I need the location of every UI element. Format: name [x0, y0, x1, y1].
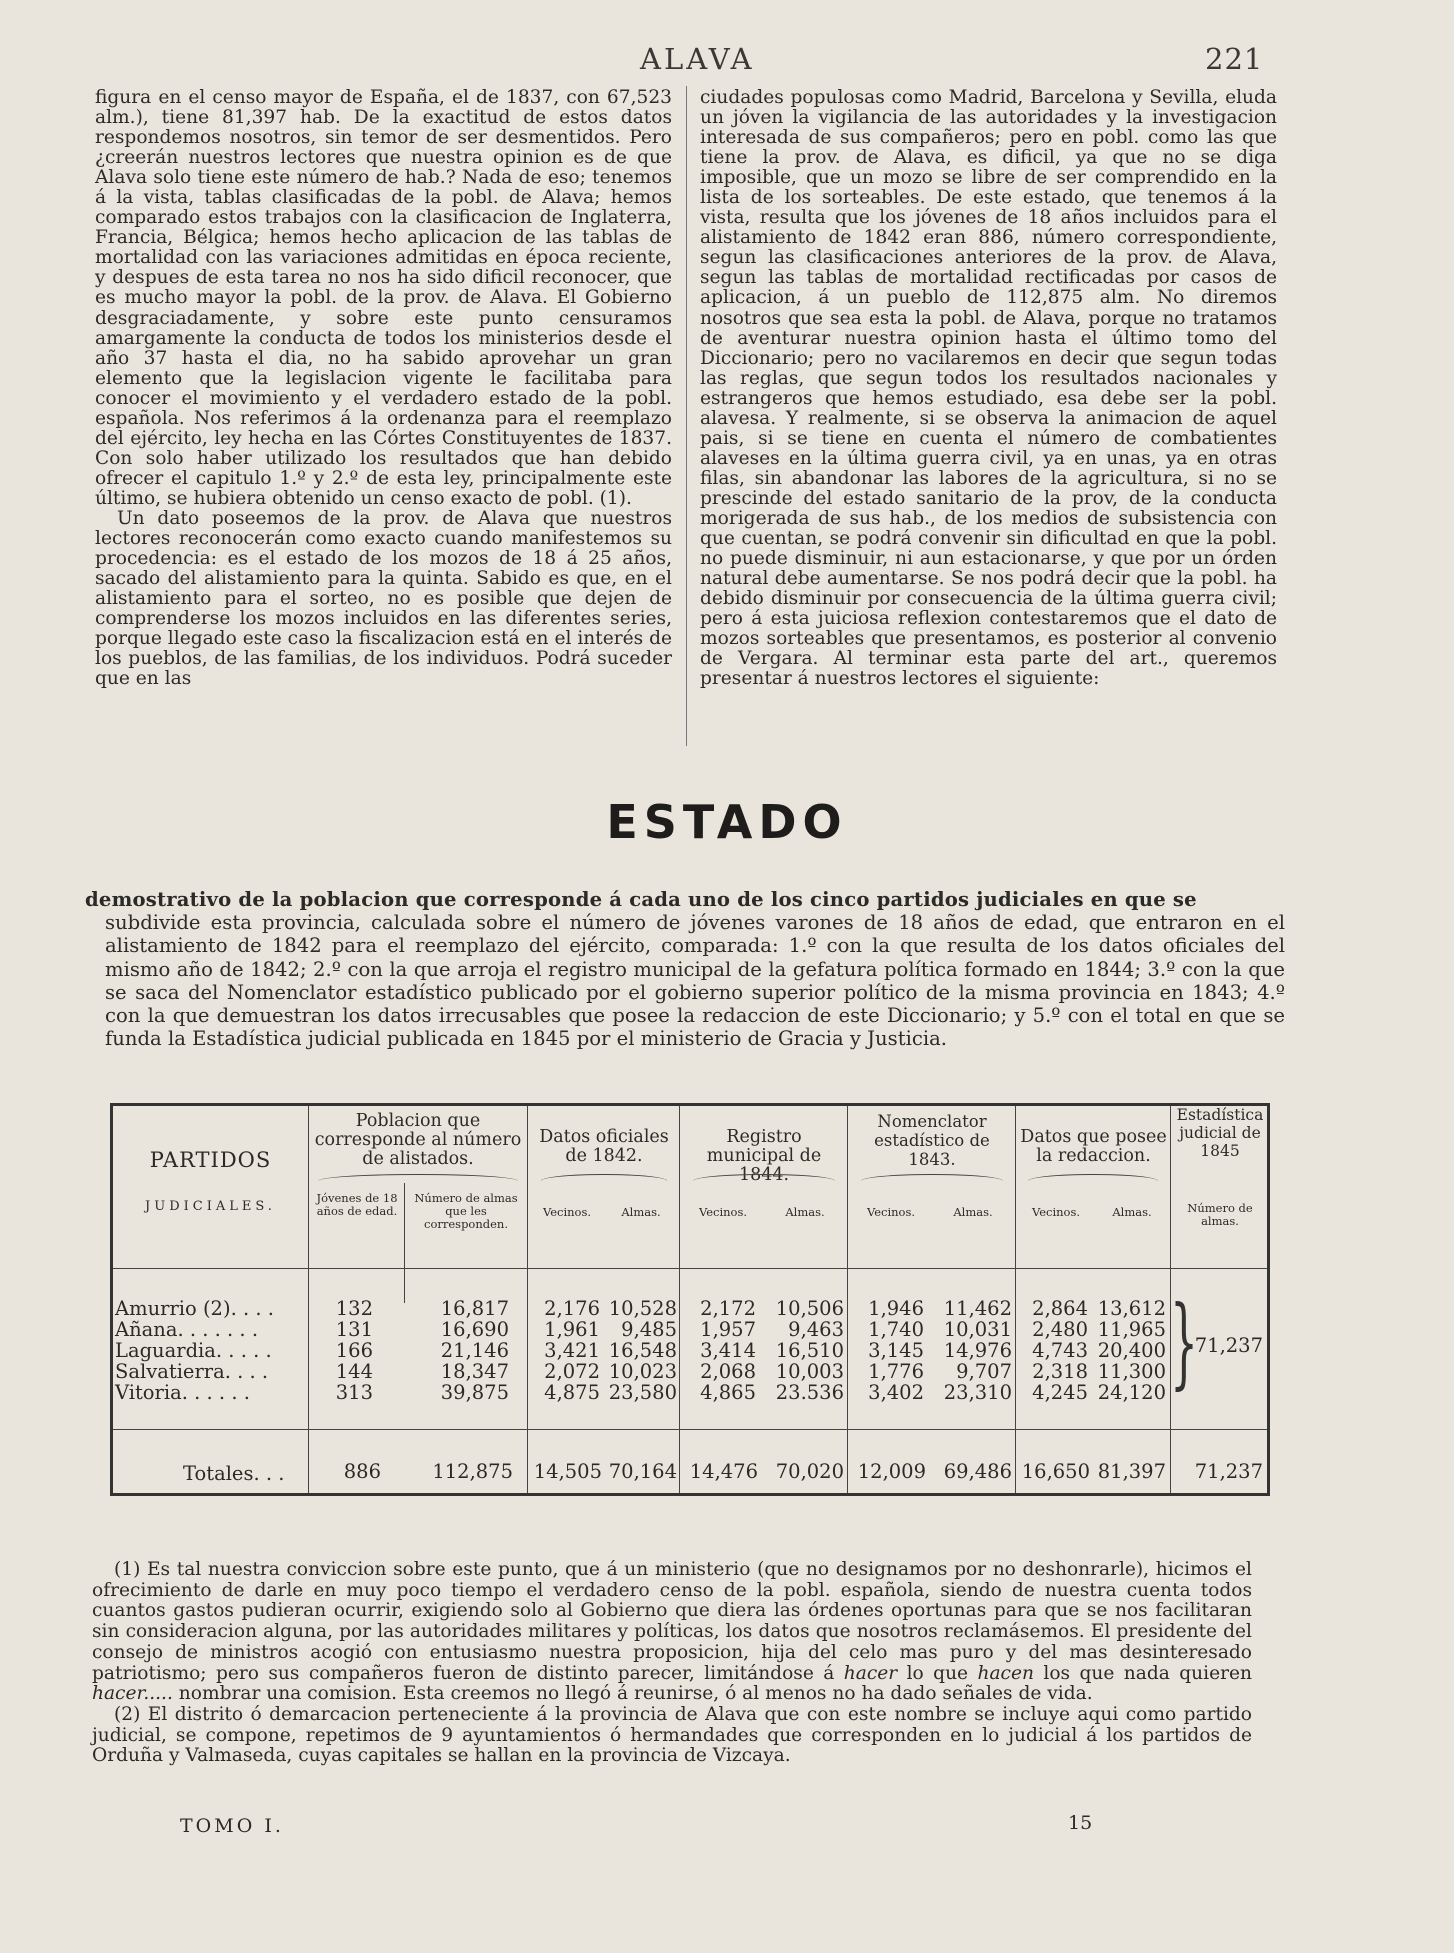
subheader-almas: Almas. — [621, 1205, 661, 1219]
estado-subtitle-lead: demostrativo de la poblacion que corresponde á cada uno de los cinco partidos judiciales en que se — [85, 888, 1197, 911]
population-table — [110, 1103, 1270, 1496]
row-partido: Vitoria. . . . . . — [115, 1381, 250, 1404]
col-header-judiciales: JUDICIALES. — [145, 1199, 276, 1214]
cell-almas: 16,817 — [440, 1297, 509, 1320]
subheader-vecinos: Vecinos. — [866, 1205, 916, 1219]
col-header-partidos: PARTIDOS — [149, 1148, 272, 1172]
cell-red-almas: 13,612 — [1097, 1297, 1166, 1320]
total-red-vecinos: 16,650 — [1021, 1460, 1090, 1483]
table-vline — [1015, 1106, 1016, 1493]
table-hline — [113, 1268, 1267, 1269]
cell-reg-vecinos: 3,414 — [700, 1339, 756, 1362]
cell-red-vecinos: 2,480 — [1032, 1318, 1088, 1341]
total-ofi-vecinos: 14,505 — [533, 1460, 602, 1483]
footer-signature: 15 — [1068, 1812, 1093, 1834]
total-estadistica: 71,237 — [1194, 1460, 1263, 1483]
row-partido: Laguardia. . . . . — [115, 1339, 272, 1362]
total-ofi-almas: 70,164 — [608, 1460, 677, 1483]
cell-jovenes: 132 — [335, 1297, 373, 1320]
total-reg-almas: 70,020 — [775, 1460, 844, 1483]
estado-subtitle-body: subdivide esta provincia, calculada sobre el número de jóvenes varones de 18 años de edad, que entraron en el alistamiento de 1842 para el reemplazo del ejército, comparada: 1.º con la que resulta de los datos oficiales del mismo año de 1842; 2.º con la que arroja el registro municipal de la gefatura política formado en 1844; 3.º con la que se saca del Nomenclator estadístico publicado por el gobierno superior político de la misma provincia en 1843; 4.º con la que demuestran los datos irrecusables que posee la redaccion de este Diccionario; y 5.º con el total en que se funda la Estadística judicial publicada en 1845 por el ministerio de Gracia y Justicia. — [105, 911, 1285, 1051]
subheader-vecinos: Vecinos. — [542, 1205, 592, 1219]
footnote-italic: hacer — [843, 1662, 898, 1684]
header-brace — [318, 1174, 518, 1181]
subheader-vecinos: Vecinos. — [698, 1205, 748, 1219]
paragraph: ciudades populosas como Madrid, Barcelona y Sevilla, eluda un jóven la vigilancia de las autoridades y la investigacion interesada de sus compañeros; pero en pobl. como las que tiene la prov. de Alava, es dificil, ya que no se diga imposible, que un mozo se libre de ser comprendido en la lista de los sorteables. De este estado, que tenemos á la vista, resulta que los jóvenes de 18 años incluidos para el alistamiento de 1842 eran 886, número correspondiente, segun las clasificaciones anteriores de la prov. de Alava, segun las tablas de mortalidad rectificadas por casos de aplicacion, á un pueblo de 112,875 alm. No diremos nosotros que sea esta la pobl. de Alava, porque no tratamos de aventurar nuestra opinion hasta el último tomo del Diccionario; pero no vacilaremos en decir que segun todas las reglas, que segun todos los resultados nacionales y estrangeros que hemos estudiado, esa debe ser la pobl. alavesa. Y realmente, si se observa la animacion de aquel pais, si se tiene en cuenta el número de combatientes alaveses en la última guerra civil, ya en unas, ya en otras filas, sin abandonar las labores de la agricultura, si no se prescinde del estado sanitario de la prov, de la conducta morigerada de sus hab., de los medios de subsistencia con que cuentan, se podrá convenir sin dificultad en que la pobl. no puede disminuir, ni aun estacionarse, y que por un órden natural debe aumentarse. Se nos podrá decir que la pobl. ha debido disminuir por consecuencia de la última guerra civil; pero á esta juiciosa reflexion contestaremos que el dato de mozos sorteables que presentamos, es posterior al convenio de Vergara. Al terminar esta parte del art., queremos presentar á nuestros lectores el siguiente: — [700, 87, 1277, 690]
cell-ofi-almas: 23,580 — [608, 1381, 677, 1404]
cell-red-almas: 24,120 — [1097, 1381, 1166, 1404]
total-nom-vecinos: 12,009 — [857, 1460, 926, 1483]
table-vline — [847, 1106, 848, 1493]
footnote-italic: hacen — [977, 1662, 1034, 1684]
subheader-almas: Almas. — [1112, 1205, 1152, 1219]
row-partido: Añana. . . . . . . — [115, 1318, 259, 1341]
cell-nom-almas: 10,031 — [943, 1318, 1012, 1341]
text-column-right — [700, 88, 1277, 689]
cell-reg-almas: 10,003 — [775, 1360, 844, 1383]
group-header-poblacion: Poblacion que corresponde al número de alistados. — [314, 1111, 522, 1169]
table-hline — [113, 1429, 1267, 1430]
text-column-left — [95, 88, 672, 689]
table-vline — [308, 1106, 309, 1493]
total-jovenes: 886 — [343, 1460, 381, 1483]
subheader-vecinos: Vecinos. — [1031, 1205, 1081, 1219]
table-vline — [527, 1106, 528, 1493]
estado-subtitle — [85, 888, 1285, 1050]
cell-nom-vecinos: 3,145 — [868, 1339, 924, 1362]
cell-nom-almas: 9,707 — [956, 1360, 1012, 1383]
cell-ofi-vecinos: 4,875 — [544, 1381, 600, 1404]
subheader-jovenes: Jóvenes de 18 años de edad. — [316, 1191, 398, 1218]
row-partido: Amurrio (2). . . . — [115, 1297, 274, 1320]
running-head-title: ALAVA — [640, 42, 755, 76]
cell-ofi-almas: 16,548 — [608, 1339, 677, 1362]
cell-jovenes: 144 — [335, 1360, 373, 1383]
header-brace — [541, 1174, 667, 1181]
cell-nom-almas: 14,976 — [943, 1339, 1012, 1362]
total-reg-vecinos: 14,476 — [689, 1460, 758, 1483]
brace-icon: } — [1170, 1286, 1199, 1400]
cell-red-vecinos: 4,743 — [1032, 1339, 1088, 1362]
cell-red-almas: 20,400 — [1097, 1339, 1166, 1362]
footnote-text: nombrar una comision. Esta creemos no llegó á reunirse, ó al menos no ha dado señales de vida. — [178, 1683, 1093, 1705]
cell-reg-almas: 23.536 — [775, 1381, 844, 1404]
paragraph: figura en el censo mayor de España, el de 1837, con 67,523 alm.), tiene 81,397 hab. De la exactitud de estos datos respondemos nosotros, sin temor de ser desmentidos. Pero ¿creerán nuestros lectores que nuestra opinion es de que Alava solo tiene este número de hab.? Nada de eso; tenemos á la vista, tablas clasificadas de la pobl. de Alava; hemos comparado estos trabajos con la clasificacion de Inglaterra, Francia, Bélgica; hemos hecho aplicacion de las tablas de mortalidad con las variaciones admitidas en época reciente, y despues de esta tarea no nos ha sido dificil reconocer, que es mucho mayor la pobl. de la prov. de Alava. El Gobierno desgraciadamente, y sobre este punto censuramos amargamente la conducta de todos los ministerios desde el año 37 hasta el dia, no ha sabido aprovehar un gran elemento que la legislacion vigente le facilitaba para conocer el movimiento y el verdadero estado de la pobl. española. Nos referimos á la ordenanza para el reemplazo del ejército, ley hecha en las Córtes Constituyentes de 1837. Con solo haber utilizado los resultados que han debido ofrecer el capitulo 1.º y 2.º de esta ley, principalmente este último, se hubiera obtenido un censo exacto de pobl. (1). — [95, 87, 672, 509]
cell-reg-vecinos: 2,068 — [700, 1360, 756, 1383]
cell-estadistica-judicial: 71,237 — [1194, 1334, 1263, 1357]
cell-ofi-vecinos: 1,961 — [544, 1318, 600, 1341]
group-header-registro: Registro municipal de 1844. — [706, 1127, 822, 1185]
cell-reg-vecinos: 4,865 — [700, 1381, 756, 1404]
footnote-1 — [92, 1560, 1252, 1705]
cell-jovenes: 166 — [335, 1339, 373, 1362]
cell-almas: 39,875 — [440, 1381, 509, 1404]
total-red-almas: 81,397 — [1097, 1460, 1166, 1483]
subheader-almas: Almas. — [785, 1205, 825, 1219]
estado-title: ESTADO — [606, 795, 848, 849]
group-header-oficiales: Datos oficiales de 1842. — [539, 1127, 669, 1166]
cell-reg-vecinos: 1,957 — [700, 1318, 756, 1341]
total-almas: 112,875 — [432, 1460, 513, 1483]
group-header-estadistica: Estadística judicial de 1845 — [1176, 1106, 1264, 1160]
cell-jovenes: 131 — [335, 1318, 373, 1341]
row-partido: Salvatierra. . . . — [115, 1360, 269, 1383]
table-vline — [404, 1183, 405, 1303]
cell-reg-vecinos: 2,172 — [700, 1297, 756, 1320]
cell-ofi-almas: 10,528 — [608, 1297, 677, 1320]
header-brace — [861, 1174, 1003, 1181]
footnote-text: los que nada quieren — [1043, 1662, 1252, 1684]
total-nom-almas: 69,486 — [943, 1460, 1012, 1483]
cell-jovenes: 313 — [335, 1381, 373, 1404]
cell-reg-almas: 9,463 — [788, 1318, 844, 1341]
cell-ofi-vecinos: 2,072 — [544, 1360, 600, 1383]
cell-almas: 16,690 — [440, 1318, 509, 1341]
footnotes — [92, 1560, 1252, 1767]
header-brace — [1028, 1174, 1158, 1181]
footnote-italic: hacer..... — [92, 1683, 173, 1705]
cell-almas: 21,146 — [440, 1339, 509, 1362]
cell-almas: 18,347 — [440, 1360, 509, 1383]
subheader-numero-almas: Número de almas que les corresponden. — [414, 1191, 518, 1231]
cell-ofi-vecinos: 3,421 — [544, 1339, 600, 1362]
footer-volume: TOMO I. — [180, 1815, 284, 1837]
cell-nom-vecinos: 3,402 — [868, 1381, 924, 1404]
cell-ofi-vecinos: 2,176 — [544, 1297, 600, 1320]
footnote-2: (2) El distrito ó demarcacion perteneciente á la provincia de Alava que con este nombre se incluye aqui como partido judicial, se compone, repetimos de 9 ayuntamientos ó hermandades que corresponden en lo judicial á los partidos de Orduña y Valmaseda, cuyas capitales se hallan en la provincia de Vizcaya. — [92, 1703, 1252, 1767]
header-brace — [693, 1174, 835, 1181]
cell-red-vecinos: 2,318 — [1032, 1360, 1088, 1383]
paragraph: Un dato poseemos de la prov. de Alava que nuestros lectores reconocerán como exacto cuando manifestemos su procedencia: es el estado de los mozos de 18 á 25 años, sacado del alistamiento para la quinta. Sabido es que, en el alistamiento para el sorteo, no es posible que dejen de comprenderse los mozos incluidos en las diferentes series, porque llegado este caso la fiscalizacion está en el interés de los pueblos, de las familias, de los individuos. Podrá suceder que en las — [95, 507, 672, 690]
cell-red-vecinos: 4,245 — [1032, 1381, 1088, 1404]
cell-nom-almas: 23,310 — [943, 1381, 1012, 1404]
subheader-numero-almas-estadistica: Número de almas. — [1187, 1201, 1253, 1228]
group-header-nomenclator: Nomenclator estadístico de 1843. — [874, 1112, 990, 1169]
footnote-text: (1) Es tal nuestra conviccion sobre este punto, que á un ministerio (que no designamos por no deshonrarle), hicimos el ofrecimiento de darle en muy poco tiempo el verdadero censo de la pobl. española, siendo de nuestra cuenta todos cuantos gastos pudieran ocurrir, exigiendo solo al Gobierno que diera las órdenes oportunas para que se nos facilitaran sin consideracion alguna, por las autoridades militares y políticas, los datos que nosotros reclamásemos. El presidente del consejo de ministros acogió con entusiasmo nuestra proposicion, hija del celo mas puro y del mas desinteresado patriotismo; pero sus compañeros fueron de distinto parecer, limitándose á — [92, 1559, 1252, 1684]
totals-label: Totales. . . — [183, 1462, 285, 1485]
cell-nom-almas: 11,462 — [943, 1297, 1012, 1320]
cell-nom-vecinos: 1,740 — [868, 1318, 924, 1341]
cell-ofi-almas: 10,023 — [608, 1360, 677, 1383]
page-number: 221 — [1205, 42, 1264, 76]
cell-reg-almas: 16,510 — [775, 1339, 844, 1362]
table-vline — [679, 1106, 680, 1493]
cell-red-vecinos: 2,864 — [1032, 1297, 1088, 1320]
cell-red-almas: 11,965 — [1097, 1318, 1166, 1341]
footnote-text: lo que — [906, 1662, 969, 1684]
group-header-redaccion: Datos que posee la redaccion. — [1020, 1127, 1167, 1166]
column-divider — [686, 86, 687, 746]
cell-nom-vecinos: 1,946 — [868, 1297, 924, 1320]
subheader-almas: Almas. — [953, 1205, 993, 1219]
cell-nom-vecinos: 1,776 — [868, 1360, 924, 1383]
cell-red-almas: 11,300 — [1097, 1360, 1166, 1383]
cell-ofi-almas: 9,485 — [621, 1318, 677, 1341]
cell-reg-almas: 10,506 — [775, 1297, 844, 1320]
